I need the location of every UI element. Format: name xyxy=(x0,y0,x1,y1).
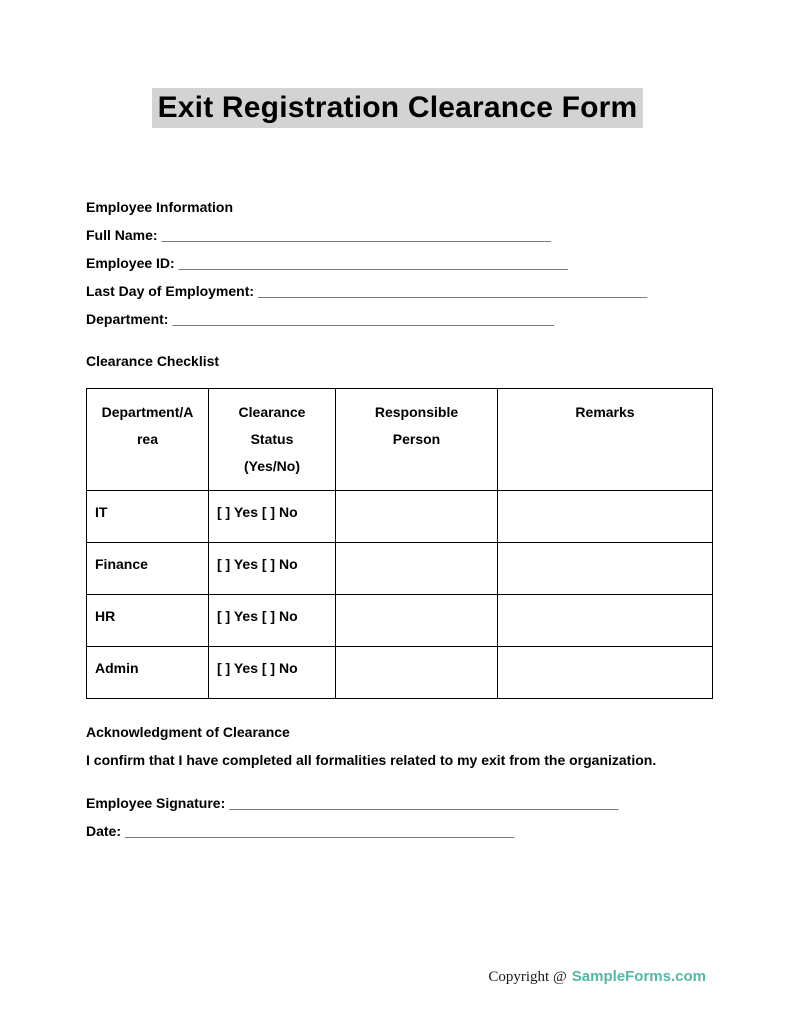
cell-responsible-person xyxy=(336,543,498,595)
page-title: Exit Registration Clearance Form xyxy=(152,88,644,128)
employee-information-heading: Employee Information xyxy=(86,199,234,215)
acknowledgment-heading: Acknowledgment of Clearance xyxy=(86,724,290,740)
table-row-it xyxy=(87,491,713,543)
field-department xyxy=(86,305,709,333)
cell-responsible-person xyxy=(336,647,498,699)
clearance-checklist-heading: Clearance Checklist xyxy=(86,353,220,369)
field-employee-id xyxy=(86,249,709,277)
cell-remarks xyxy=(498,595,713,647)
col-header-clearance-status: Clearance Status (Yes/No) xyxy=(209,389,336,491)
employee-id-label: Employee ID: xyxy=(86,255,175,271)
copyright-text: Copyright @ xyxy=(488,969,567,985)
cell-responsible-person xyxy=(336,491,498,543)
last-day-label: Last Day of Employment: xyxy=(86,283,255,299)
field-full-name xyxy=(86,221,709,249)
col-header-responsible-person: Responsible Person xyxy=(336,389,498,491)
cell-clearance-status: [ ] Yes [ ] No xyxy=(209,595,336,647)
employee-information-section xyxy=(86,193,709,333)
table-row-finance xyxy=(87,543,713,595)
cell-clearance-status: [ ] Yes [ ] No xyxy=(209,491,336,543)
department-blank-line: _________________________________________________ xyxy=(172,311,554,327)
table-row-hr xyxy=(87,595,713,647)
col-header-remarks: Remarks xyxy=(498,389,713,491)
full-name-blank-line: __________________________________________________ xyxy=(161,227,551,243)
cell-department: IT xyxy=(87,491,209,543)
signature-section xyxy=(86,789,709,845)
last-day-blank-line: __________________________________________________ xyxy=(258,283,648,299)
footer xyxy=(488,966,706,988)
cell-clearance-status: [ ] Yes [ ] No xyxy=(209,647,336,699)
title-row xyxy=(86,0,709,128)
col-header-department-area: Department/Area xyxy=(87,389,209,491)
table-row-admin xyxy=(87,647,713,699)
cell-clearance-status: [ ] Yes [ ] No xyxy=(209,543,336,595)
full-name-label: Full Name: xyxy=(86,227,158,243)
date-label: Date: xyxy=(86,823,122,839)
cell-department: HR xyxy=(87,595,209,647)
table-header-row xyxy=(87,389,713,491)
acknowledgment-text: I confirm that I have completed all formalities related to my exit from the organization. xyxy=(86,752,657,768)
clearance-table xyxy=(86,388,713,699)
cell-remarks xyxy=(498,647,713,699)
cell-department: Finance xyxy=(87,543,209,595)
sampleforms-link[interactable]: SampleForms.com xyxy=(571,968,706,985)
cell-department: Admin xyxy=(87,647,209,699)
cell-remarks xyxy=(498,491,713,543)
cell-remarks xyxy=(498,543,713,595)
cell-responsible-person xyxy=(336,595,498,647)
field-last-day xyxy=(86,277,709,305)
field-employee-signature xyxy=(86,789,709,817)
field-date xyxy=(86,817,709,845)
employee-id-blank-line: __________________________________________________ xyxy=(178,255,569,271)
date-blank-line: __________________________________________________ xyxy=(125,823,515,839)
department-label: Department: xyxy=(86,311,169,327)
employee-signature-blank-line: __________________________________________________ xyxy=(229,795,619,811)
acknowledgment-section xyxy=(86,718,709,774)
employee-signature-label: Employee Signature: xyxy=(86,795,226,811)
